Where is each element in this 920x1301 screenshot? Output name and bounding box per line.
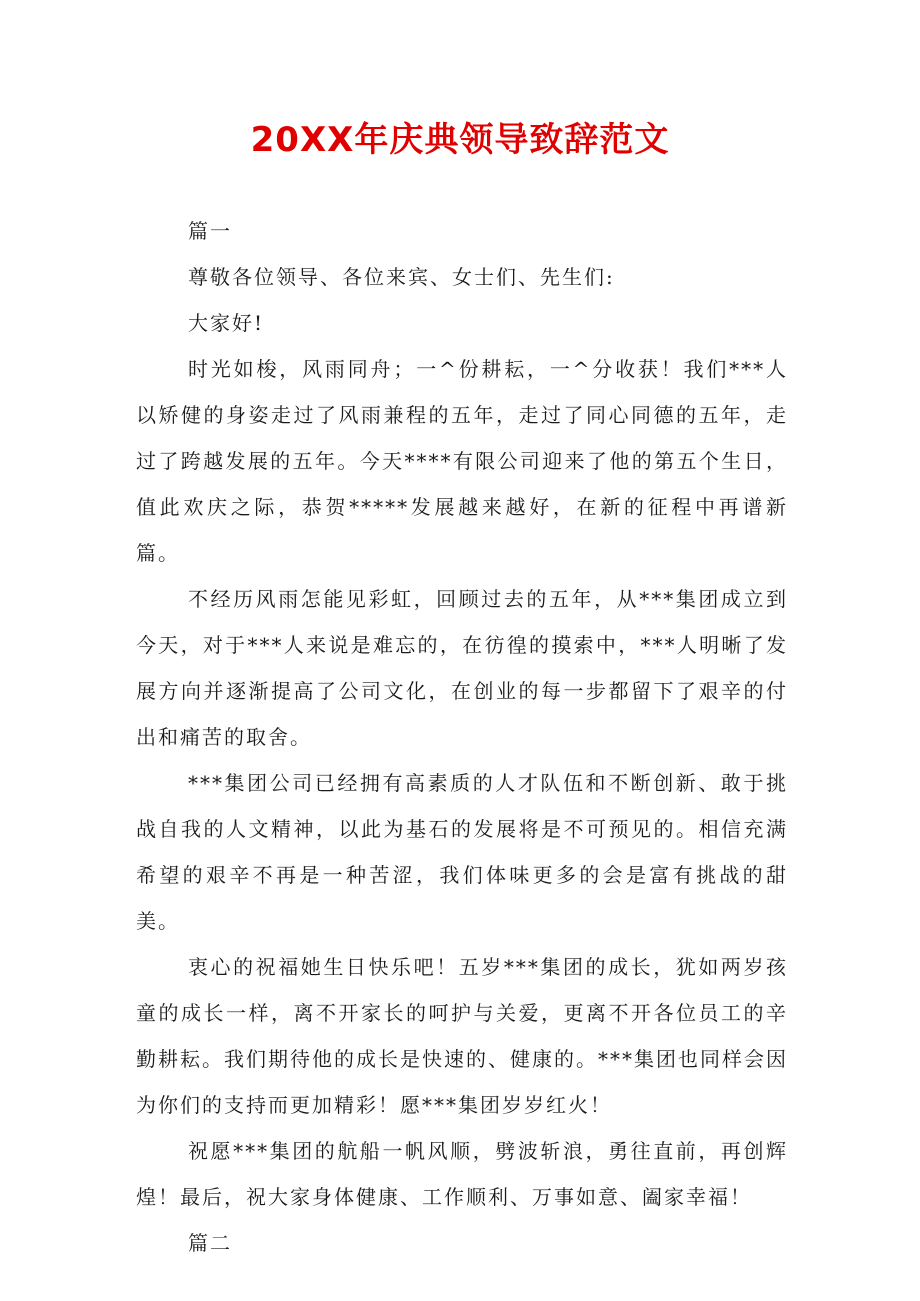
salutation: 尊敬各位领导、各位来宾、女士们、先生们: [188, 265, 615, 289]
section-heading-2: 篇二 [188, 1231, 232, 1255]
paragraph: 衷心的祝福她生日快乐吧！五岁***集团的成长，犹如两岁孩童的成长一样，离不开家长的呵护与关爱，更离不开各位员工的辛勤耕耘。我们期待他的成长是快速的、健康的。***集团也同样会因为你们的支持而更加精彩！愿***集团岁岁红火！ [136, 955, 788, 1117]
paragraph: 不经历风雨怎能见彩虹，回顾过去的五年，从***集团成立到今天，对于***人来说是难忘的，在彷徨的摸索中，***人明晰了发展方向并逐渐提高了公司文化，在创业的每一步都留下了艰辛的付出和痛苦的取舍。 [136, 587, 788, 749]
greeting: 大家好! [188, 311, 265, 335]
paragraph: 时光如梭，风雨同舟；一^份耕耘，一^分收获！我们***人以矫健的身姿走过了风雨兼程的五年，走过了同心同德的五年，走过了跨越发展的五年。今天****有限公司迎来了他的第五个生日，值此欢庆之际，恭贺*****发展越来越好，在新的征程中再谱新篇。 [136, 357, 788, 565]
paragraph: 祝愿***集团的航船一帆风顺，劈波斩浪，勇往直前，再创辉煌！最后，祝大家身体健康、工作顺利、万事如意、阖家幸福！ [136, 1139, 788, 1209]
document-body [136, 208, 788, 1266]
document-title: 20XX年庆典领导致辞范文 [250, 120, 670, 160]
paragraph: ***集团公司已经拥有高素质的人才队伍和不断创新、敢于挑战自我的人文精神，以此为基石的发展将是不可预见的。相信充满希望的艰辛不再是一种苦涩，我们体味更多的会是富有挑战的甜美。 [136, 771, 788, 933]
section-heading-1: 篇一 [188, 219, 232, 243]
